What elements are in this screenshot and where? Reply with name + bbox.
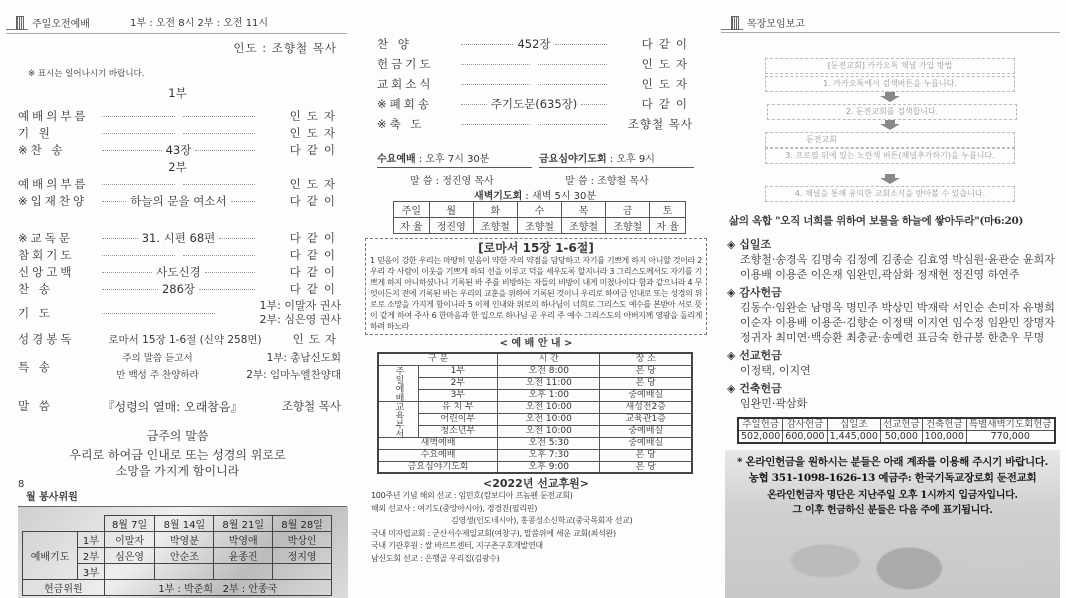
worship-order-page	[0, 0, 355, 598]
kakao-step: 1. 카카오톡에서 검색버튼을 누릅니다.	[765, 76, 1015, 92]
order-item: ※교독문 31. 시편 68편 다같이	[18, 231, 341, 245]
kakao-guide-title: [둔전교회] 카카오톡 채널 가입 방법	[765, 58, 1015, 74]
middle-page	[355, 0, 715, 598]
weekly-verse-title: 금주의 말씀	[146, 429, 209, 443]
serve-name	[273, 564, 332, 580]
order-item: 신앙고백 사도신경 다같이	[18, 265, 341, 279]
guide-header: 장 소	[600, 353, 692, 365]
offering-header: 십일조	[827, 418, 880, 431]
mission-item: 100주년 기념 해외 선교 : 임민호(캄보디아 프놈펜 둔전교회)	[371, 491, 573, 500]
offering-value: 502,000	[738, 431, 783, 444]
online-offering-note: 그 이후 헌금하신 분들은 다음 주에 표기됩니다.	[792, 505, 993, 516]
offering-value: 1,445,000	[827, 431, 880, 444]
order-item: ※찬 송 43장 다같이	[18, 143, 341, 157]
offering-value: 770,000	[966, 431, 1054, 444]
order-item: 예배의부름 인도자	[18, 177, 341, 191]
arrow-down-icon	[880, 174, 900, 184]
dawn-leader: 자 율	[650, 218, 686, 234]
online-offering-note: * 온라인헌금을 원하시는 분들은 아래 계좌를 이용해 주시기 바랍니다.	[737, 456, 1048, 468]
offering-value: 100,000	[922, 431, 966, 444]
scripture-box	[365, 238, 707, 335]
mission-offering-names: 이정택, 이지연	[740, 364, 811, 377]
dawn-day: 금	[606, 202, 650, 218]
serve-date: 8월 14일	[155, 516, 214, 532]
mission-list	[365, 490, 707, 565]
serve-date: 8월 21일	[214, 516, 273, 532]
weekly-verse-line: 소망을 가지게 함이니라	[115, 464, 240, 478]
offering-header: 특별새벽기도회헌금	[966, 418, 1054, 431]
order-item: 헌금기도 인도자	[377, 57, 693, 71]
mission-item: 국내 미자립교회 : 군산서수제일교회(여창구), 말씀위에 세운 교회(최석완)	[371, 528, 616, 538]
dawn-day: 수	[517, 202, 561, 218]
guide-header: 시 간	[498, 353, 600, 365]
bank-account: 농협 351-1098-1626-13 예금주: 한국기독교장로회 둔전교회	[748, 472, 1037, 484]
order-item-sermon: 말 씀 『성령의 열매: 오래참음』 조향철 목사	[18, 399, 341, 414]
prayer-part2: 2부: 심은영 권사	[259, 313, 341, 326]
friday-preacher: 말 씀 : 조향철 목사	[565, 176, 649, 187]
serve-name: 박영애	[214, 532, 273, 548]
worship-guide-table: 구 분 시 간 장 소 주일예배 1부 오전 8:00 본 당 2부 오전 11:00 본 당 3부 오후 1:00 중예배실 교육부서 유 치 부 오전 10:00 새성전2층 어린이부 오전 10:00 교육관1층 청소년부 오전 10:00 중예배실 새벽예배 오전 5:30 중예배실 수요예배 오후 7:30 본 당 금요심야기도회 오후 9:00 본 당	[377, 352, 693, 474]
serve-name: 정지영	[273, 548, 332, 564]
section-title: ◈ 건축헌금	[727, 382, 782, 395]
part2-heading: 2부	[168, 160, 187, 174]
mission-item: 국내 기관후원 : 쌀 바르트센터, 지구촌구호개발연대	[371, 541, 543, 550]
section-title: ◈ 감사헌금	[727, 286, 782, 299]
section-title: ◈ 십일조	[727, 238, 772, 251]
worship-guide-title: < 예 배 안 내 >	[499, 338, 573, 349]
scripture-title: [로마서 15장 1-6절]	[478, 241, 594, 255]
tithe-names: 조향철·송경옥 김명숙 김정예 김종순 김효영 박심원·윤관순 윤희자 이용배 이용준 이은재 임완민,곽삼화 정재현 정진영 하연주	[740, 253, 1055, 281]
dawn-prayer: 새벽기도회 : 새벽 5시 30분	[473, 191, 597, 202]
mission-item: 김영생(인도네시아), 홍콩성소신학교(중국목회자 선교)	[451, 516, 633, 525]
offering-value: 50,000	[880, 431, 922, 444]
order-item: ※입재찬양 하늘의 문을 여소서 다같이	[18, 194, 341, 208]
order-item: 기 원 인도자	[18, 126, 341, 140]
offering-value: 600,000	[783, 431, 827, 444]
kakao-step: 3. 프로필 뒤에 있는 노란색 버튼(채널추가하기)을 누릅니다.	[765, 148, 1015, 164]
worship-leader: 인도 : 조향철 목사	[233, 41, 337, 55]
offering-header: 선교헌금	[880, 418, 922, 431]
order-item-special-song: 특 송 주의 말씀 듣고서 1부: 총남신도회 만 백성 주 찬양하라 2부: 임마누엘찬양대	[18, 352, 341, 381]
header-title: 목장모임보고	[747, 19, 805, 30]
serve-name	[155, 564, 214, 580]
dawn-day: 화	[473, 202, 517, 218]
dawn-leader: 자 율	[394, 218, 430, 234]
guide-header: 구 분	[378, 353, 498, 365]
section-title: ◈ 선교헌금	[727, 349, 782, 362]
mission-item: 남신도회 선교 : 은행골 우리집(김광수)	[371, 553, 500, 563]
wednesday-preacher: 말 씀 : 정진영 목사	[410, 176, 494, 187]
offering-header: 주일헌금	[738, 418, 783, 431]
offering-header: 건축헌금	[922, 418, 966, 431]
friday-service: 금요심야기도회 : 오후 9시	[539, 150, 694, 168]
service-times: 1부 : 오전 8시 2부 : 오전 11시	[130, 18, 269, 29]
church-logo-icon	[721, 14, 743, 30]
page-header	[721, 14, 805, 30]
serve-date: 8월 7일	[104, 516, 155, 532]
order-item: 교회소식 인도자	[377, 77, 693, 91]
serve-title: 월 봉사위원	[26, 492, 78, 503]
dawn-leader: 조향철	[606, 218, 650, 234]
dawn-day: 월	[429, 202, 473, 218]
serve-name	[104, 564, 155, 580]
mission-item: 해외 선교사 : 여기도(중앙아시아), 경경진(필리핀)	[371, 503, 538, 513]
arrow-down-icon	[880, 92, 900, 102]
prayer-part1: 1부: 이말자 권사	[259, 299, 341, 312]
serve-name	[214, 564, 273, 580]
dawn-leader: 조향철	[517, 218, 561, 234]
kakao-step: 4. 채널을 통해 유익한 교회소식을 받아볼 수 있습니다.	[765, 186, 1015, 202]
dawn-day: 토	[650, 202, 686, 218]
standing-note: ※ 표시는 일어나시기 바랍니다.	[28, 69, 145, 79]
offering-header: 감사헌금	[783, 418, 827, 431]
page-header	[6, 14, 90, 30]
serve-name: 박상인	[273, 532, 332, 548]
dawn-leader: 조향철	[562, 218, 606, 234]
order-item-prayer: 기 도 1부: 이말자 권사 2부: 심은영 권사	[18, 299, 341, 326]
serve-name: 윤종진	[214, 548, 273, 564]
order-item: 찬 양 452장 다같이	[377, 37, 693, 51]
arrow-down-icon	[880, 120, 900, 130]
weekly-verse-line: 우리로 하여금 인내로 또는 성경의 위로로	[69, 448, 286, 462]
church-logo-icon	[6, 14, 28, 30]
serve-name: 박영분	[155, 532, 214, 548]
online-offering-note: 온라인헌금자 명단은 지난주일 오후 1시까지 입금자입니다.	[767, 490, 1018, 501]
dawn-leader: 조향철	[473, 218, 517, 234]
offering-table	[737, 417, 1056, 444]
offering-theme: 삶의 옥합 "오직 너희를 위하여 보물을 하늘에 쌓아두라"(마6:20)	[729, 215, 1024, 227]
wednesday-service: 수요예배 : 오후 7시 30분	[377, 150, 532, 168]
dawn-day: 목	[562, 202, 606, 218]
kakao-step: 2. 둔전교회를 검색합니다.	[767, 104, 1017, 120]
serve-group: 예배기도	[23, 532, 78, 580]
dawn-leader: 정진영	[429, 218, 473, 234]
order-item: ※축 도 조향철 목사	[377, 117, 693, 131]
order-item: 찬 송 286장 다같이	[18, 282, 341, 296]
order-item: ※폐회송 주기도문(635장) 다같이	[377, 97, 693, 111]
dawn-day: 주일	[394, 202, 430, 218]
order-item: 예배의부름 인도자	[18, 109, 341, 123]
sheep-photo	[725, 450, 1060, 598]
scripture-text: 1 믿음이 강한 우리는 마땅히 믿음이 약한 자의 약점을 담당하고 자기를 기쁘게 하지 아니할 것이라 2 우리 각 사람이 이웃을 기쁘게 하되 선을 이루고 덕을 세우도록 할지니라 3 그리스도께서도 자기를 기쁘게 하지 아니하셨나니 기록된 바 주를 비방하는 자들의 비방이 내게 미쳤나이다 함과 같으니라 4 무엇이든지 전에 기록된 바는 우리의 교훈을 위하여 기록된 것이니 우리로 하여금 인내로 또는 성경의 위로로 소망을 가지게 함이니라 5 이제 인내와 위로의 하나님이 너희로 그리스도 예수를 본받아 서로 뜻이 같게 하여 주사 6 한마음과 한 입으로 하나님 곧 우리 주 예수 그리스도의 아버지께 영광을 돌리게 하려 하노라	[370, 256, 702, 331]
kakao-step: 둔전교회	[765, 132, 1015, 148]
serve-name: 이말자	[104, 532, 155, 548]
dawn-schedule-table	[393, 201, 686, 234]
serve-name: 안순조	[155, 548, 214, 564]
serve-date: 8월 28일	[273, 516, 332, 532]
part1-heading: 1부	[168, 86, 187, 100]
mission-title: <2022년 선교후원>	[482, 477, 589, 490]
thanks-names: 김동수·임완순 남명옥 명민주 박상민 박재락 서인순 손미자 유병희 이순자 이용배 이용준·김향순 이정택 이지연 임수정 임완민 장명자 정귀자 최미연·백승환 최충균·송예련 표금숙 한규봉 한춘우 무명	[740, 301, 1055, 344]
serve-month: 8	[18, 479, 25, 490]
serve-photo-table: 8월 7일 8월 14일 8월 21일 8월 28일 예배기도 1부 이말자 박영분 박영애 박상인 2부 심은영 안순조 윤종진 정지영 3부 헌금위원 1부 : 박준희 2부 : 안종국	[18, 507, 348, 598]
building-offering-names: 임완민·곽삼화	[740, 397, 808, 410]
order-item: 참회기도 다같이	[18, 248, 341, 262]
serve-name: 심은영	[104, 548, 155, 564]
report-page	[715, 0, 1066, 598]
header-title: 주일오전예배	[32, 19, 90, 30]
order-item-reading: 성경봉독 로마서 15장 1-6절 (신약 258면) 인도자	[18, 332, 341, 346]
